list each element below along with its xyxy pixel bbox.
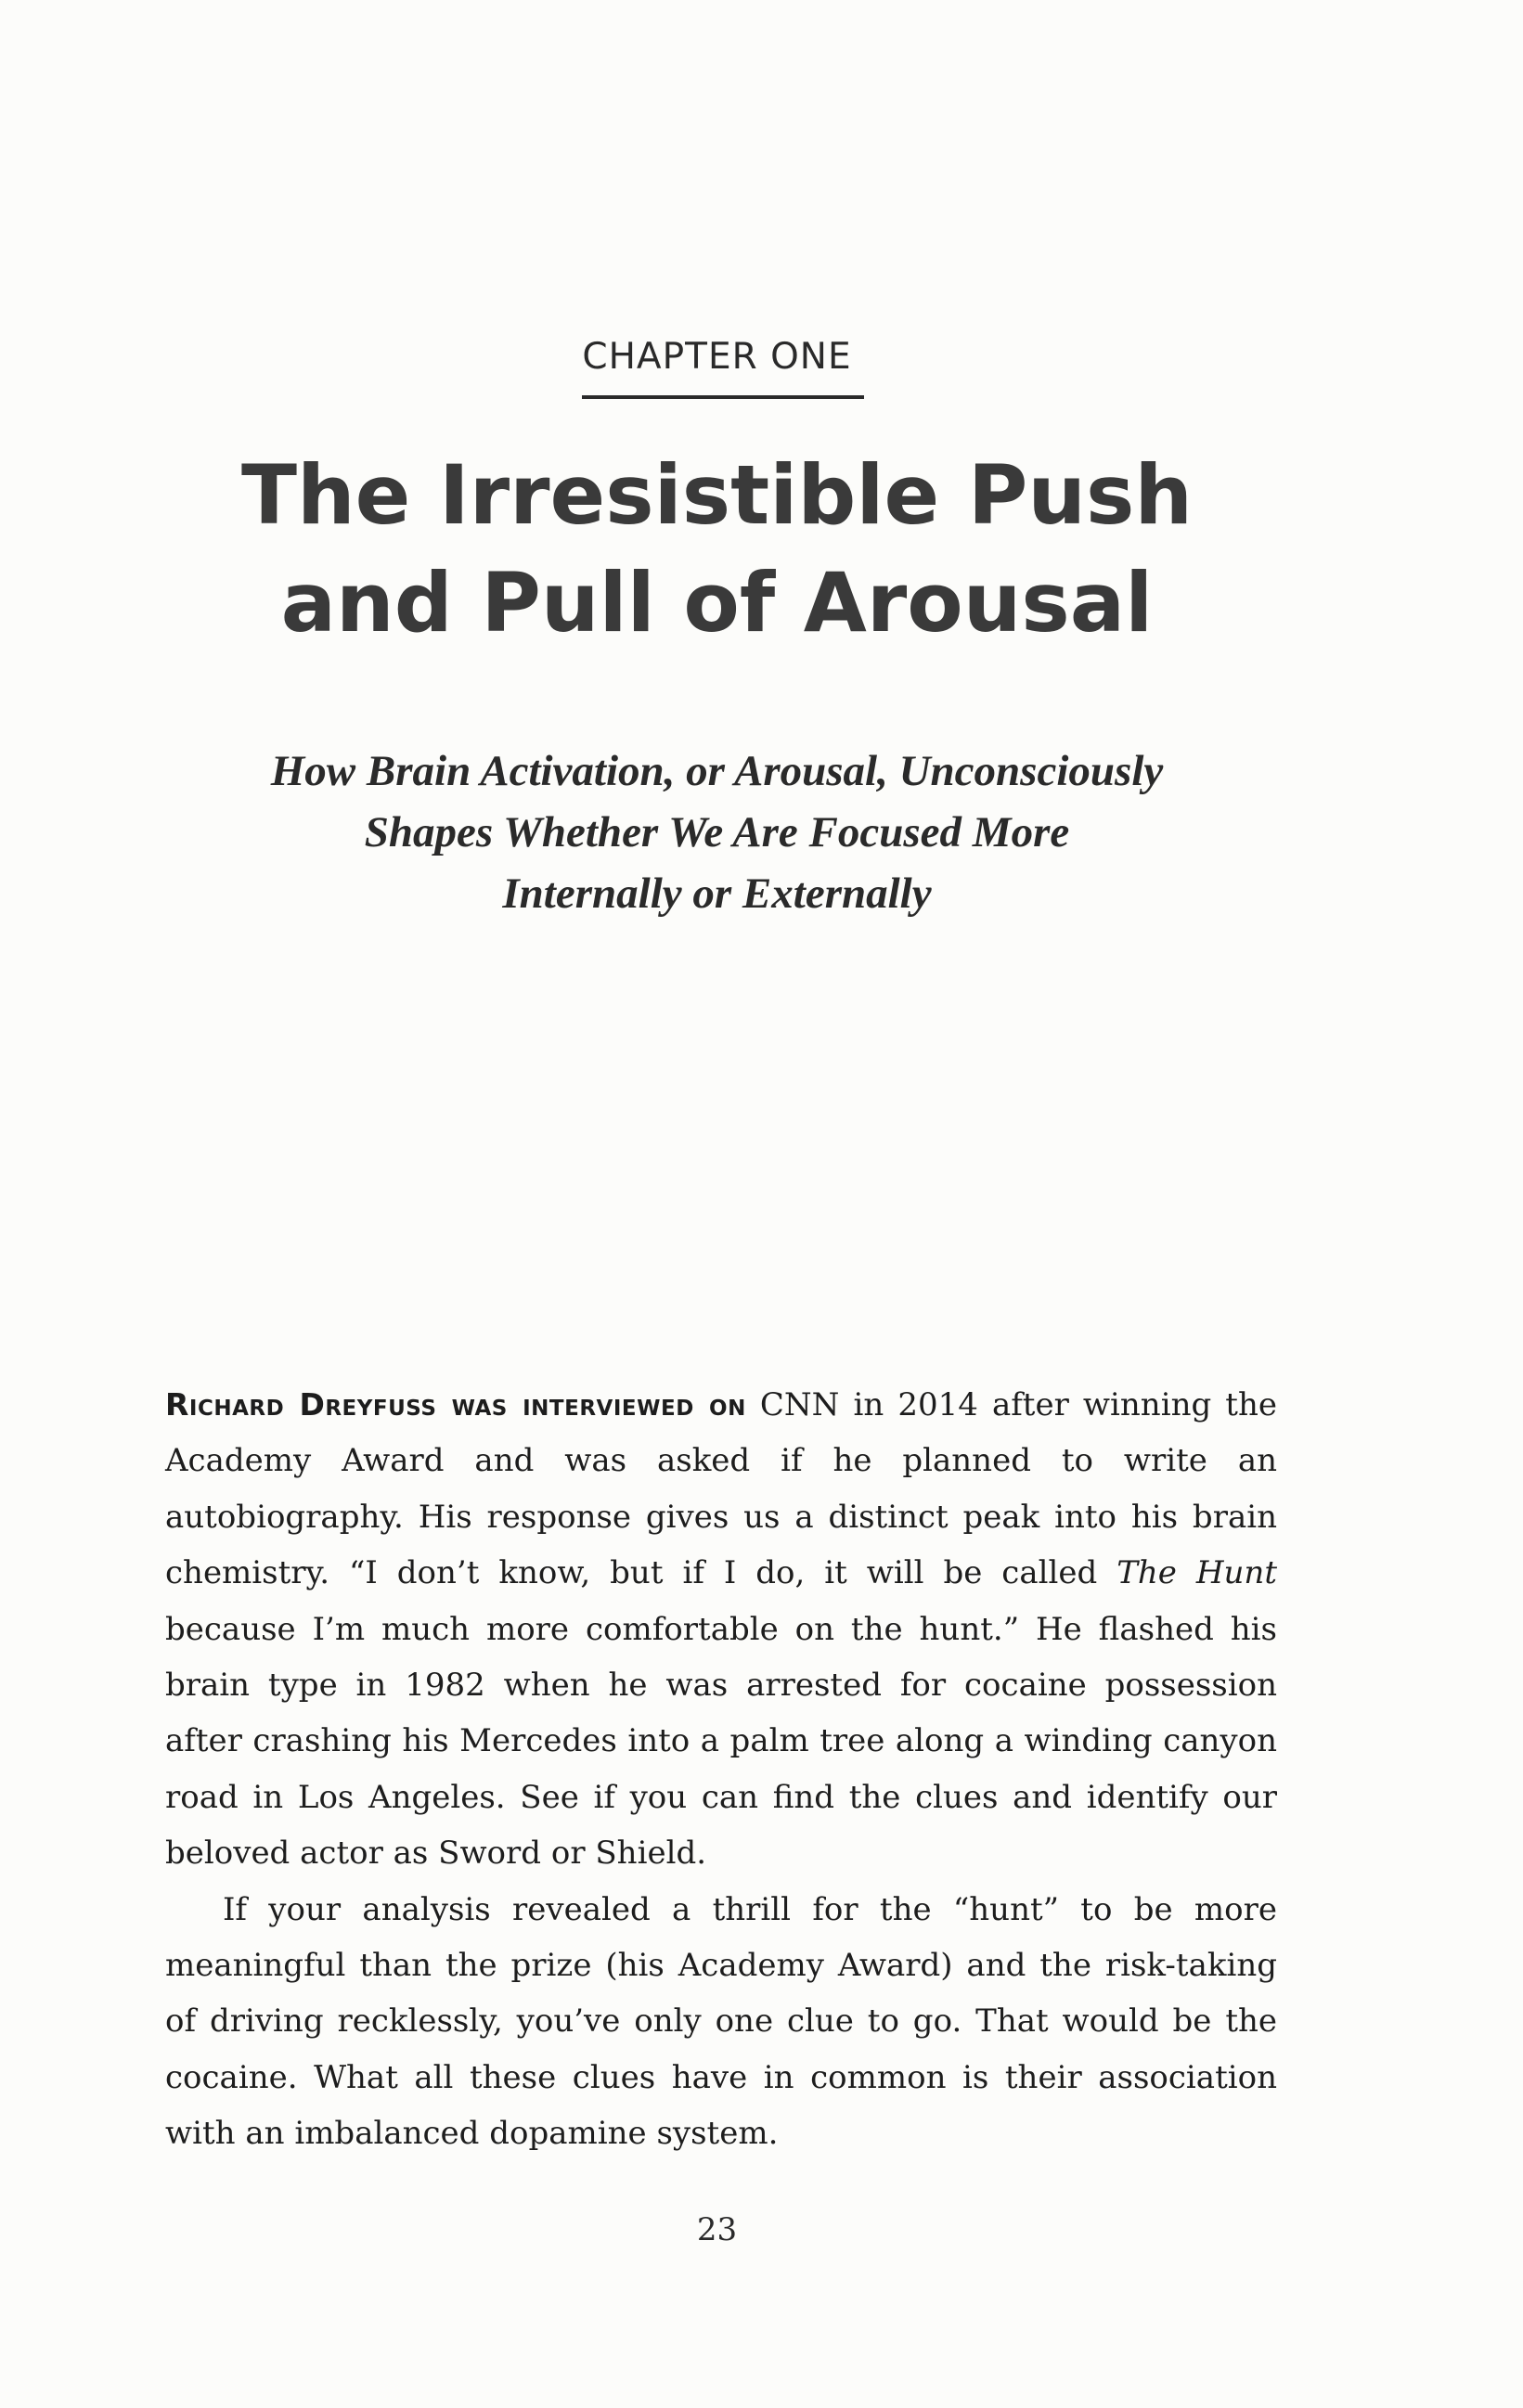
chapter-title [0,442,1434,657]
book-title: The Hunt [1116,1554,1277,1592]
chapter-subtitle-line-3: Internally or Externally [502,869,932,918]
chapter-title-line-1: The Irresistible Push [240,447,1194,543]
paragraph-1 [165,1377,1277,1882]
lead-in: Richard Dreyfuss was interviewed on [165,1386,746,1423]
chapter-title-line-2: and Pull of Arousal [280,555,1154,650]
body-text [165,1377,1277,2162]
chapter-rule [582,395,864,399]
paragraph-1-text-b: because I’m much more comfortable on the hunt.” He flashed his brain type in 1982 when he was arrested for cocaine possession after crashing his Mercedes into a palm tree along a winding canyon road in Los Angeles. See if you can find the clues and identify our beloved actor as Sword or Shield. [165,1610,1277,1873]
chapter-label: CHAPTER ONE [582,336,852,378]
paragraph-1-text-a: CNN in 2014 after winning the Academy Award and was asked if he planned to write an autobiography. His response gives us a distinct peak into his brain chemistry. “I don’t know, but if I do, it will be called [165,1386,1277,1592]
chapter-subtitle-line-1: How Brain Activation, or Arousal, Unconsciously [270,747,1164,795]
chapter-subtitle-line-2: Shapes Whether We Are Focused More [364,808,1070,856]
chapter-subtitle [0,740,1434,924]
paragraph-2: If your analysis revealed a thrill for the “hunt” to be more meaningful than the prize (his Academy Award) and the risk-taking of driving recklessly, you’ve only one clue to go. That would be the cocaine. What all these clues have in common is their association with an imbalanced dopamine system. [165,1890,1277,2153]
page-number: 23 [696,2211,738,2248]
